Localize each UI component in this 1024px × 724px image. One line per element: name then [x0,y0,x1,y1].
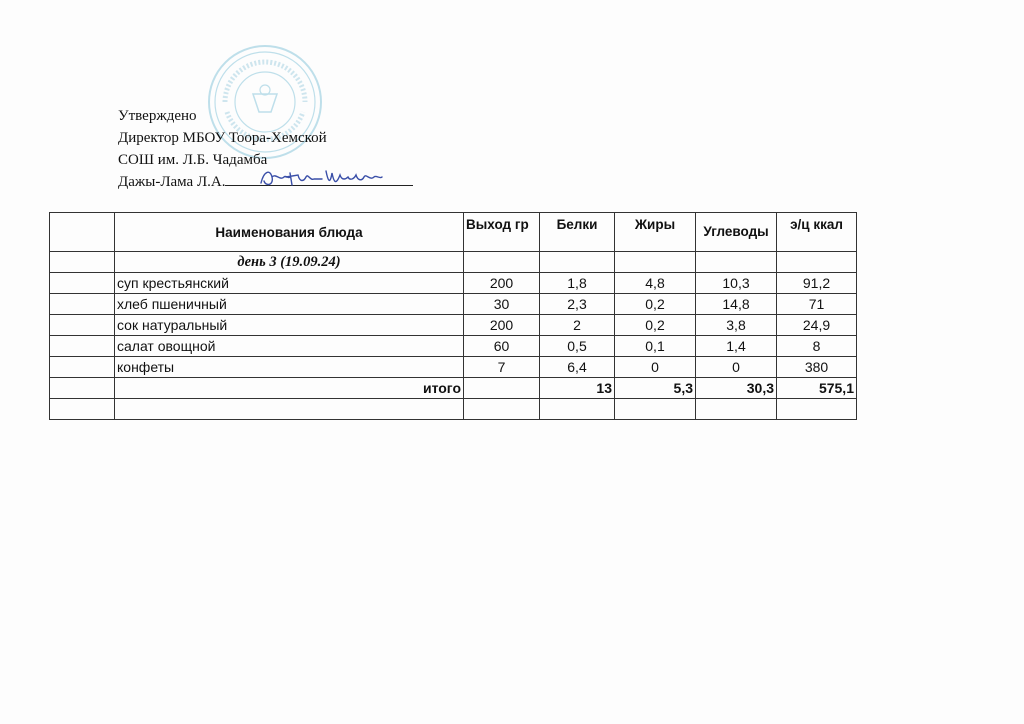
day-cell-fat [615,252,696,273]
approval-signer-name: Дажы-Лама Л.А. [118,174,226,190]
table-row [50,294,857,315]
header-carbs: Углеводы [696,213,777,252]
approval-title: Утверждено [118,108,197,124]
header-protein: Белки [540,213,615,252]
dish-protein: 0,5 [540,336,615,357]
table-row [50,336,857,357]
dish-fat: 0,2 [615,294,696,315]
dish-protein: 6,4 [540,357,615,378]
header-fat: Жиры [615,213,696,252]
menu-table [49,212,857,420]
handwritten-signature [256,163,386,193]
row-blank [50,273,115,294]
day-row [50,252,857,273]
total-yield [464,378,540,399]
day-cell-yield [464,252,540,273]
dish-protein: 1,8 [540,273,615,294]
table-row [50,273,857,294]
row-blank [50,357,115,378]
dish-yield: 200 [464,315,540,336]
dish-fat: 0 [615,357,696,378]
dish-protein: 2 [540,315,615,336]
dish-yield: 7 [464,357,540,378]
approval-position: Директор МБОУ Тоора-Хемской [118,130,327,146]
dish-carbs: 10,3 [696,273,777,294]
dish-protein: 2,3 [540,294,615,315]
day-label: день 3 (19.09.24) [115,252,464,273]
dish-fat: 4,8 [615,273,696,294]
total-fat: 5,3 [615,378,696,399]
row-blank [50,294,115,315]
dish-energy: 71 [777,294,857,315]
dish-energy: 24,9 [777,315,857,336]
dish-yield: 30 [464,294,540,315]
dish-name: конфеты [115,357,464,378]
day-cell-protein [540,252,615,273]
day-blank [50,252,115,273]
dish-carbs: 3,8 [696,315,777,336]
empty-cell [540,399,615,420]
empty-cell [50,399,115,420]
dish-energy: 380 [777,357,857,378]
table-row [50,357,857,378]
header-dish-name: Наименования блюда [115,213,464,252]
row-blank [50,315,115,336]
dish-yield: 60 [464,336,540,357]
day-cell-carbs [696,252,777,273]
empty-cell [777,399,857,420]
dish-energy: 8 [777,336,857,357]
dish-name: салат овощной [115,336,464,357]
empty-cell [464,399,540,420]
dish-name: суп крестьянский [115,273,464,294]
approval-school: СОШ им. Л.Б. Чадамба [118,152,268,168]
total-carbs: 30,3 [696,378,777,399]
total-label: итого [115,378,464,399]
header-energy: э/ц ккал [777,213,857,252]
total-energy: 575,1 [777,378,857,399]
header-yield: Выход гр [464,213,540,252]
dish-energy: 91,2 [777,273,857,294]
dish-carbs: 14,8 [696,294,777,315]
header-blank [50,213,115,252]
dish-carbs: 0 [696,357,777,378]
dish-fat: 0,2 [615,315,696,336]
total-row [50,378,857,399]
day-cell-energy [777,252,857,273]
empty-cell [696,399,777,420]
dish-name: хлеб пшеничный [115,294,464,315]
table-row [50,315,857,336]
total-protein: 13 [540,378,615,399]
dish-carbs: 1,4 [696,336,777,357]
dish-fat: 0,1 [615,336,696,357]
header-row [50,213,857,252]
empty-row [50,399,857,420]
dish-yield: 200 [464,273,540,294]
dish-name: сок натуральный [115,315,464,336]
empty-cell [115,399,464,420]
total-blank [50,378,115,399]
empty-cell [615,399,696,420]
row-blank [50,336,115,357]
